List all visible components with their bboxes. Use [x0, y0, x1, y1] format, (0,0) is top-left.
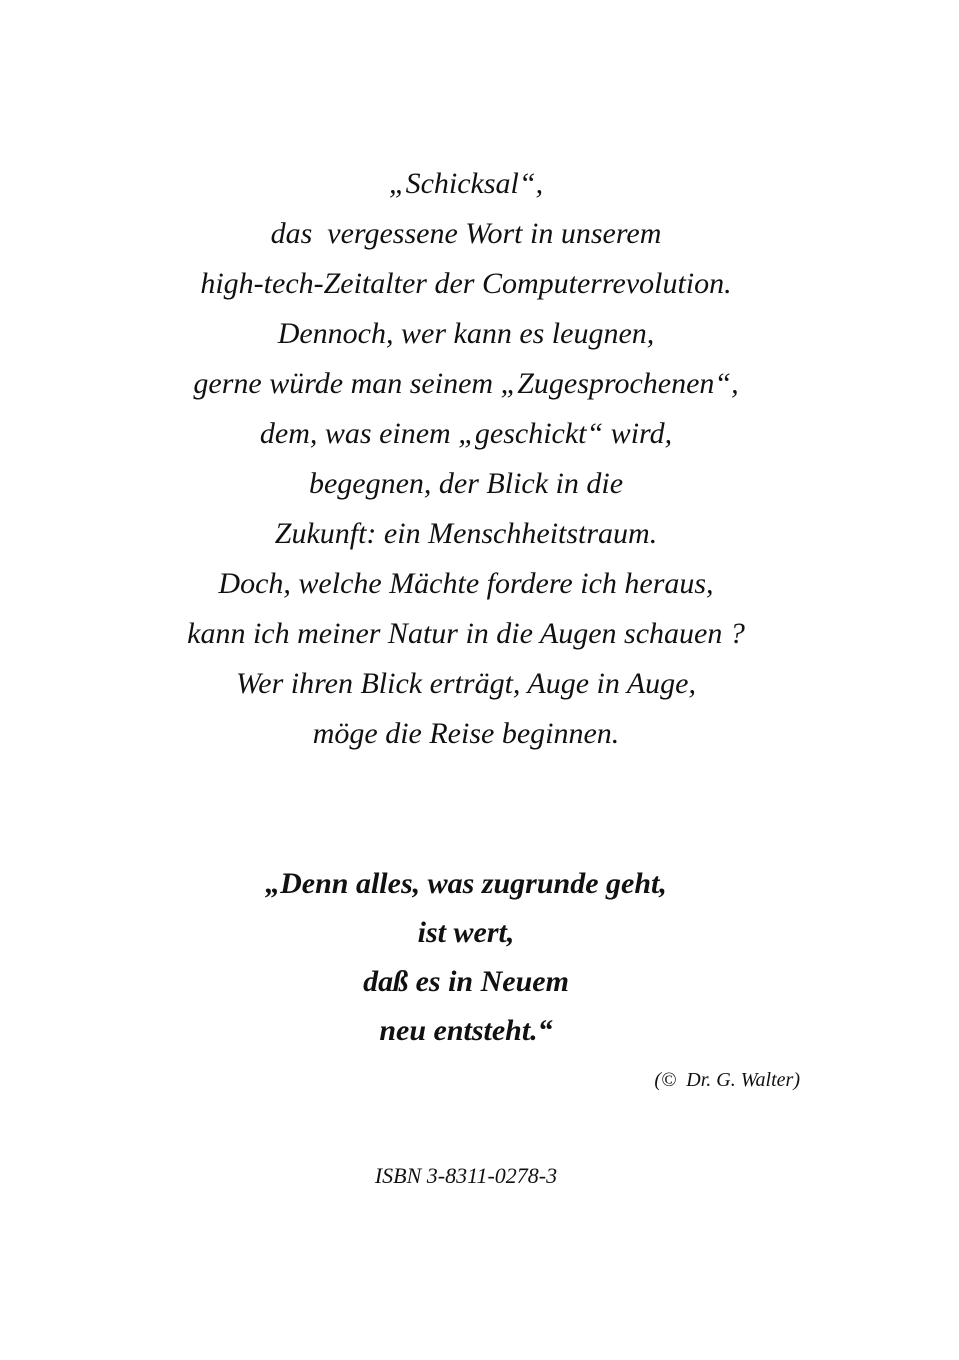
poem-line: Zukunft: ein Menschheitstraum. [274, 517, 658, 550]
poem-line: möge die Reise beginnen. [312, 717, 620, 750]
quote-line: „Denn alles, was zugrunde geht, [265, 867, 667, 900]
poem-line: high-tech-Zeitalter der Computerrevolution. [200, 267, 732, 300]
quote-attribution: (© Dr. G. Walter) [654, 1069, 800, 1091]
quote-line: daß es in Neuem [363, 965, 569, 998]
quote-line: ist wert, [417, 916, 515, 949]
poem-line: Dennoch, wer kann es leugnen, [277, 317, 655, 350]
poem-line: kann ich meiner Natur in die Augen schauen ? [187, 617, 745, 650]
poem-line: dem, was einem „geschickt“ wird, [259, 417, 673, 450]
isbn-label: ISBN 3-8311-0278-3 [374, 1163, 558, 1188]
poem-line: „Schicksal“, [388, 167, 544, 200]
poem-line: das vergessene Wort in unserem [270, 217, 662, 250]
poem-line: begegnen, der Blick in die [308, 467, 624, 500]
quote-line: neu entsteht.“ [379, 1014, 553, 1047]
poem-block [0, 159, 932, 759]
quote-block [0, 859, 932, 1055]
poem-line: gerne würde man seinem „Zugesprochenen“, [193, 367, 739, 400]
poem-line: Doch, welche Mächte fordere ich heraus, [218, 567, 714, 600]
poem-line: Wer ihren Blick erträgt, Auge in Auge, [236, 667, 696, 700]
